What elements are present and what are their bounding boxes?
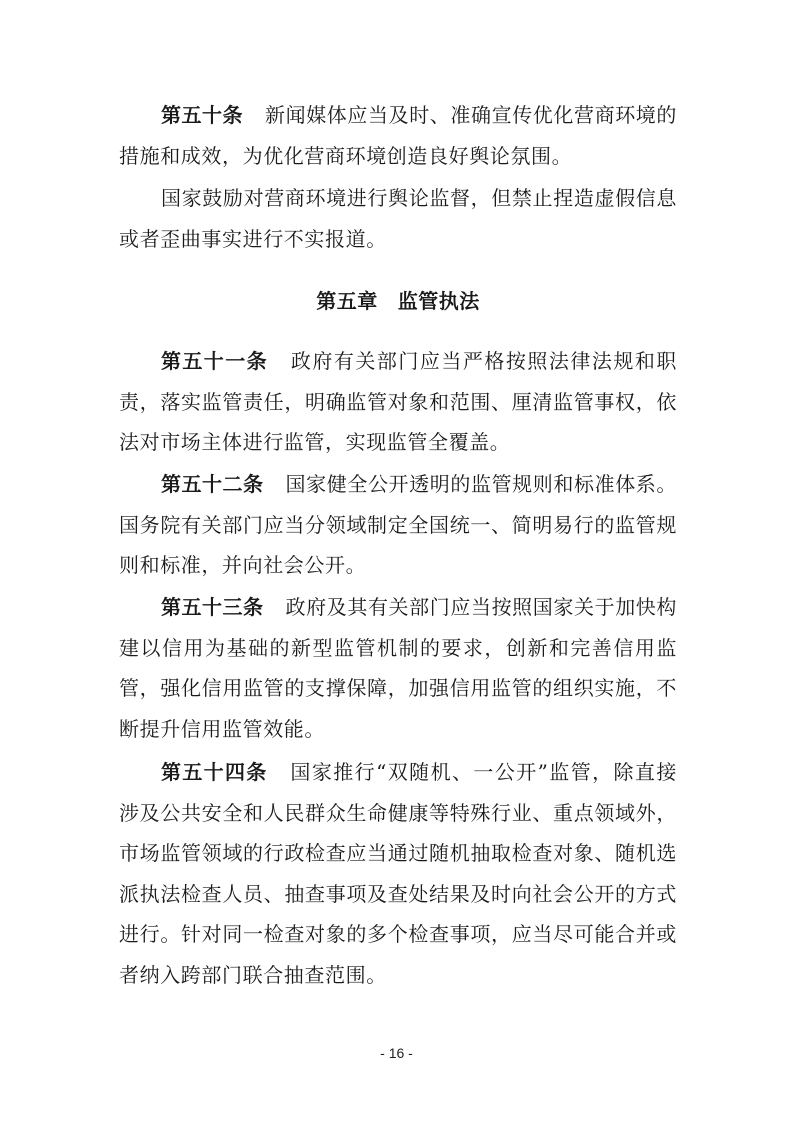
chapter-heading — [119, 281, 677, 321]
article-54-paragraph — [119, 752, 677, 995]
article-52-paragraph — [119, 464, 677, 586]
article-50-label: 第五十条 — [161, 103, 243, 127]
article-50-text: 新闻媒体应当及时、准确宣传优化营商环境的措施和成效，为优化营商环境创造良好舆论氛围。 — [119, 103, 677, 168]
article-50-paragraph-2 — [119, 178, 677, 259]
article-50-text-2: 国家鼓励对营商环境进行舆论监督，但禁止捏造虚假信息或者歪曲事实进行不实报道。 — [119, 186, 677, 251]
chapter-number: 第五章 — [316, 289, 378, 313]
article-53-text: 政府及其有关部门应当按照国家关于加快构建以信用为基础的新型监管机制的要求，创新和完善信用监管，强化信用监管的支撑保障，加强信用监管的组织实施，不断提升信用监管效能。 — [119, 595, 678, 741]
article-54-text: 国家推行“双随机、一公开”监管，除直接涉及公共安全和人民群众生命健康等特殊行业、重点领域外，市场监管领域的行政检查应当通过随机抽取检查对象、随机选派执法检查人员、抽查事项及查处结果及时向社会公开的方式进行。针对同一检查对象的多个检查事项，应当尽可能合并或者纳入跨部门联合抽查范围。 — [119, 760, 677, 987]
article-51-text: 政府有关部门应当严格按照法律法规和职责，落实监管责任，明确监管对象和范围、厘清监管事权，依法对市场主体进行监管，实现监管全覆盖。 — [119, 349, 677, 454]
page-number: - 16 - — [380, 1045, 413, 1061]
article-51-label: 第五十一条 — [161, 349, 268, 373]
article-53-label: 第五十三条 — [161, 595, 264, 619]
article-53-paragraph — [119, 587, 677, 749]
article-54-label: 第五十四条 — [161, 760, 268, 784]
article-51-paragraph — [119, 341, 677, 463]
chapter-title: 监管执法 — [397, 289, 480, 313]
article-52-text: 国家健全公开透明的监管规则和标准体系。国务院有关部门应当分领域制定全国统一、简明易行的监管规则和标准，并向社会公开。 — [119, 472, 678, 577]
article-52-label: 第五十二条 — [161, 472, 264, 496]
article-50-paragraph — [119, 95, 677, 176]
